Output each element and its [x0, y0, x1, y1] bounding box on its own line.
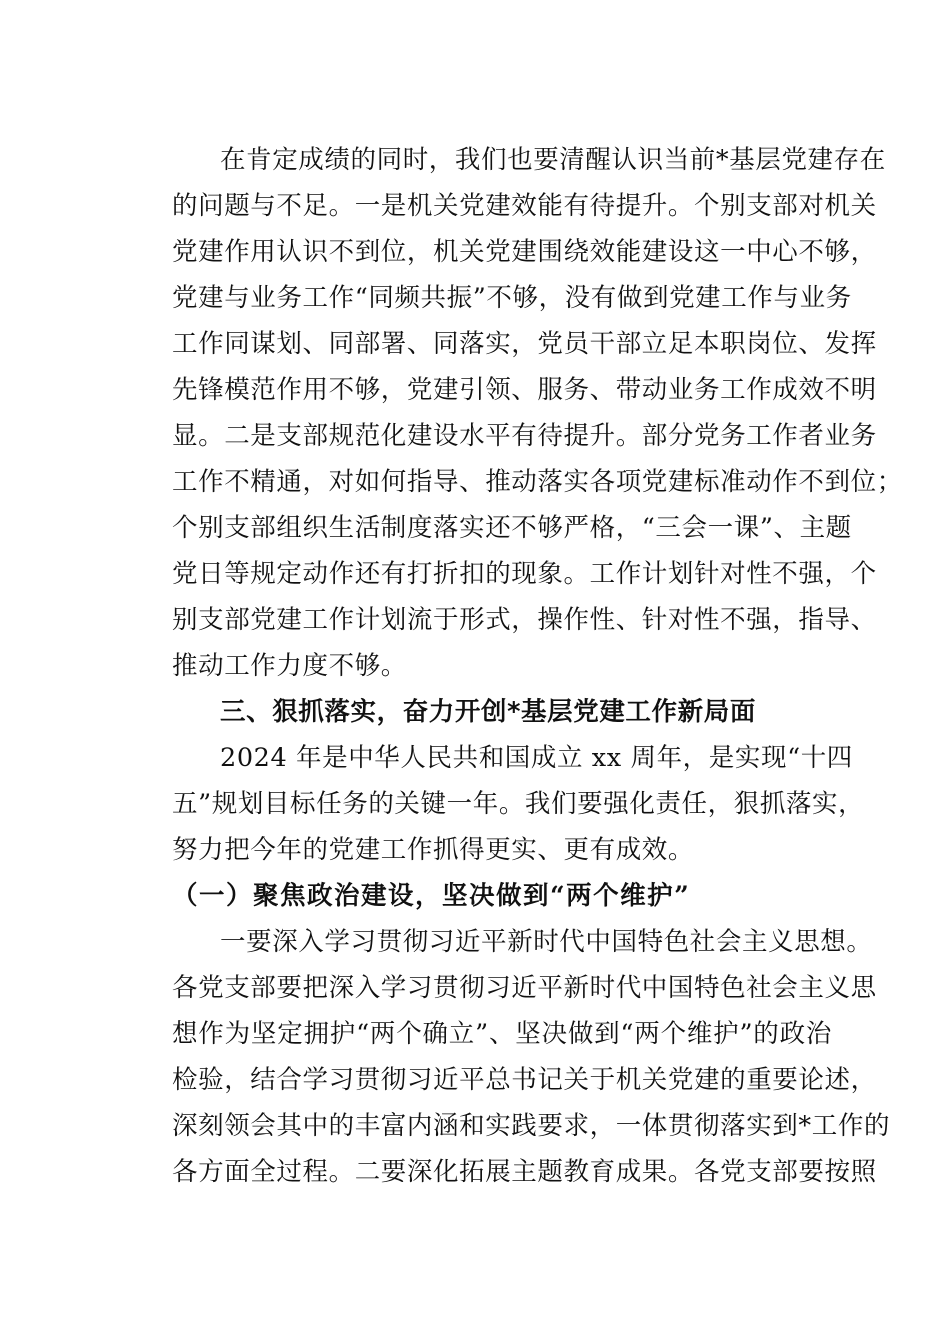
paragraph-3-line-6: 各方面全过程。二要深化拓展主题教育成果。各党支部要按照	[172, 1157, 877, 1187]
paragraph-1-line-2: 的问题与不足。一是机关党建效能有待提升。个别支部对机关	[172, 191, 877, 221]
subsection-heading: （一）聚焦政治建设，坚决做到“两个维护”	[172, 881, 691, 911]
paragraph-1-line-8: 工作不精通，对如何指导、推动落实各项党建标准动作不到位；	[172, 467, 903, 497]
paragraph-3-line-1: 一要深入学习贯彻习近平新时代中国特色社会主义思想。	[220, 927, 873, 957]
paragraph-3-line-5: 深刻领会其中的丰富内涵和实践要求，一体贯彻落实到*工作的	[172, 1111, 891, 1141]
paragraph-1-line-11: 别支部党建工作计划流于形式，操作性、针对性不强，指导、	[172, 605, 877, 635]
paragraph-1-line-7: 显。二是支部规范化建设水平有待提升。部分党务工作者业务	[172, 421, 877, 451]
paragraph-1-line-12: 推动工作力度不够。	[172, 651, 407, 681]
paragraph-1-line-4: 党建与业务工作“同频共振”不够，没有做到党建工作与业务	[172, 283, 852, 313]
paragraph-3-line-2: 各党支部要把深入学习贯彻习近平新时代中国特色社会主义思	[172, 973, 877, 1003]
paragraph-1-line-5: 工作同谋划、同部署、同落实，党员干部立足本职岗位、发挥	[172, 329, 877, 359]
paragraph-3-line-3: 想作为坚定拥护“两个确立”、坚决做到“两个维护”的政治	[172, 1019, 832, 1049]
paragraph-1-line-10: 党日等规定动作还有打折扣的现象。工作计划针对性不强，个	[172, 559, 877, 589]
paragraph-3-line-4: 检验，结合学习贯彻习近平总书记关于机关党建的重要论述，	[172, 1065, 877, 1095]
paragraph-2-line-2: 五”规划目标任务的关键一年。我们要强化责任，狠抓落实，	[172, 789, 865, 819]
paragraph-2-line-3: 努力把今年的党建工作抓得更实、更有成效。	[172, 835, 695, 865]
paragraph-1-line-6: 先锋模范作用不够，党建引领、服务、带动业务工作成效不明	[172, 375, 877, 405]
paragraph-1-line-9: 个别支部组织生活制度落实还不够严格，“三会一课”、主题	[172, 513, 852, 543]
paragraph-1-line-1: 在肯定成绩的同时，我们也要清醒认识当前*基层党建存在	[220, 145, 886, 175]
paragraph-1-line-3: 党建作用认识不到位，机关党建围绕效能建设这一中心不够，	[172, 237, 877, 267]
paragraph-2-line-1: 2024 年是中华人民共和国成立 xx 周年，是实现“十四	[220, 743, 853, 773]
section-heading: 三、狠抓落实，奋力开创*基层党建工作新局面	[220, 697, 756, 727]
